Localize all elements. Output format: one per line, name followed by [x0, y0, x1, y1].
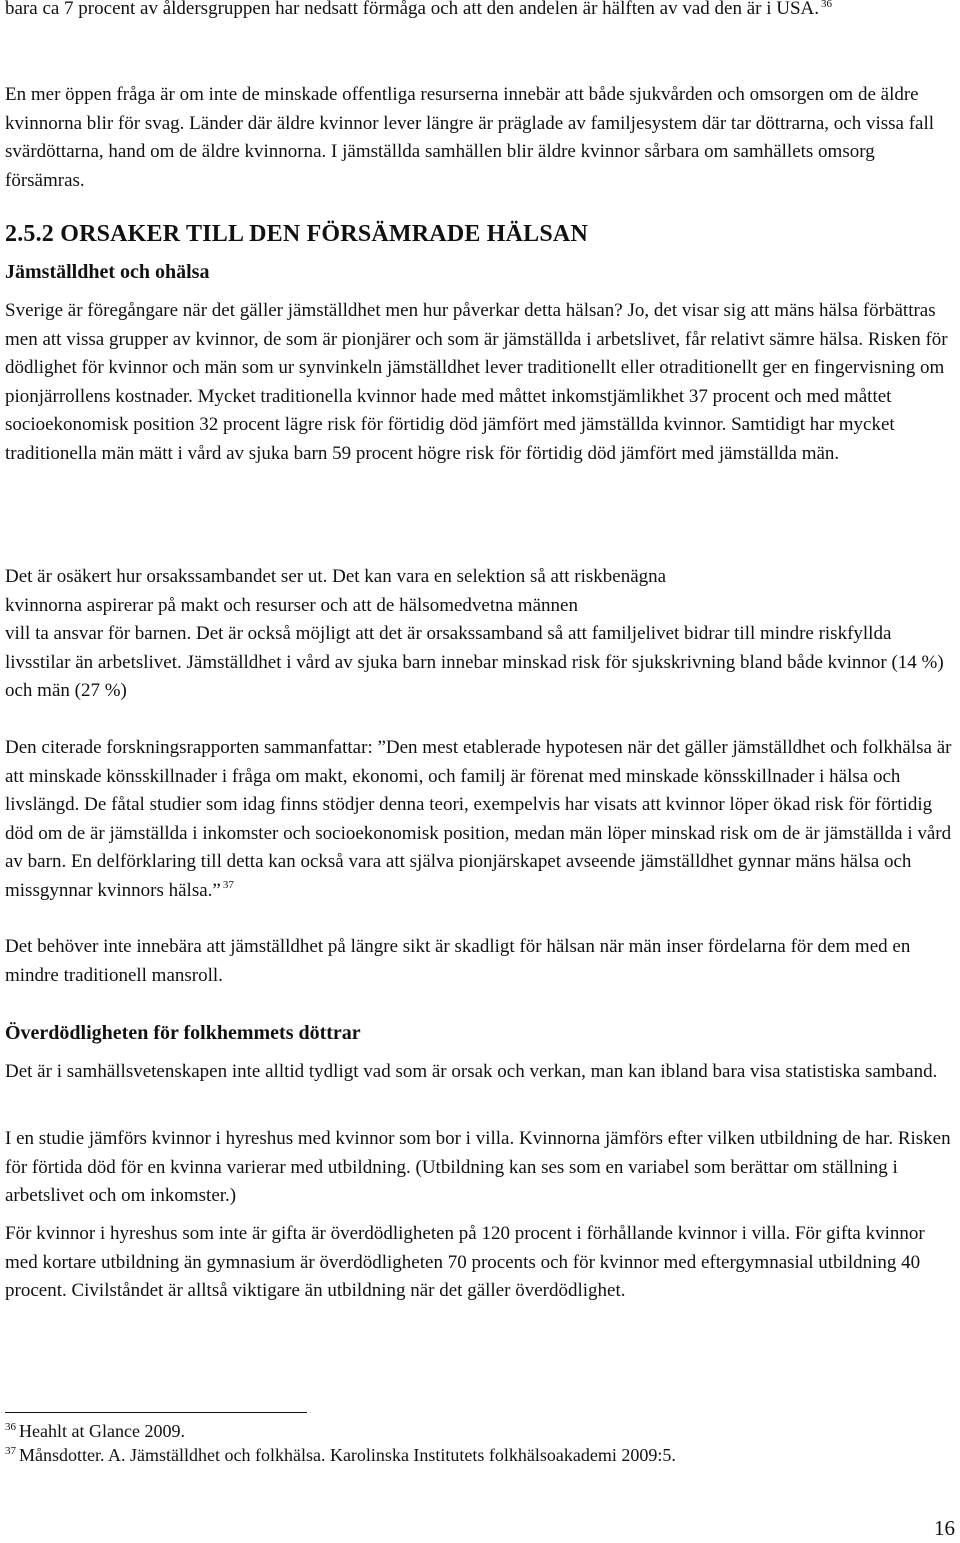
- footnote-text: Heahlt at Glance 2009.: [19, 1421, 185, 1441]
- paragraph-quoted-report: [5, 734, 955, 905]
- page-number: 16: [934, 1516, 955, 1540]
- paragraph-equality-health: Sverige är föregångare när det gäller jämställdhet men hur påverkar detta hälsan? Jo, det visar sig att mäns hälsa förbättras men att vissa grupper av kvinnor, de som är pionjärer och som är jämställda i arbetslivet, får relativt sämre hälsa. Risken för dödlighet för kvinnor och män som ur synvinkeln jämställdhet lever traditionellt eller otraditionellt ger en fingervisning om pionjärrollens kostnader. Mycket traditionella kvinnor hade med måttet inkomstjämlikhet 37 procent och med måttet socioekonomisk position 32 procent lägre risk för förtidig död jämfört med jämställda kvinnor. Samtidigt har mycket traditionella män mätt i vård av sjuka barn 59 procent högre risk för förtidig död jämfört med jämställda män.: [5, 300, 948, 464]
- footnote-ref-37: 37: [222, 879, 234, 892]
- footnote-ref-36: 36: [821, 0, 833, 10]
- paragraph-intro-text: bara ca 7 procent av åldersgruppen har nedsatt förmåga och att den andelen är hälften av vad den är i USA.: [5, 0, 820, 19]
- footnote-number: 37: [5, 1445, 16, 1457]
- footnotes: [5, 1419, 905, 1467]
- paragraph-study: I en studie jämförs kvinnor i hyreshus med kvinnor som bor i villa. Kvinnorna jämförs efter vilken utbildning de har. Risken för förtida död för en kvinna varierar med utbildning. (Utbildning kan ses som en variabel som berättar om ställning i arbetslivet och om inkomster.): [5, 1128, 951, 1206]
- paragraph-causality-line-1: Det är osäkert hur orsakssambandet ser ut. Det kan vara en selektion så att riskbenägna: [5, 566, 667, 587]
- footnote-number: 36: [5, 1421, 16, 1433]
- footnote-37: [5, 1443, 905, 1467]
- subsection-heading: Jämställdhet och ohälsa: [5, 261, 210, 283]
- footnote-text: Månsdotter. A. Jämställdhet och folkhälsa. Karolinska Institutets folkhälsoakademi 2009:5.: [19, 1445, 676, 1465]
- section2-heading: Överdödligheten för folkhemmets döttrar: [5, 1022, 361, 1044]
- paragraph-excess-mortality: För kvinnor i hyreshus som inte är gifta är överdödligheten på 120 procent i förhållande kvinnor i villa. För gifta kvinnor med kortare utbildning än gymnasium är överdödligheten 70 procents och för kvinnor med eftergymnasial utbildning 40 procent. Civilståndet är alltså viktigare än utbildning när det gäller överdödlighet.: [5, 1223, 925, 1301]
- paragraph-causality-line-2: kvinnorna aspirerar på makt och resurser och att de hälsomedvetna männen: [5, 594, 578, 616]
- footnote-36: [5, 1419, 905, 1443]
- paragraph-public-resources: En mer öppen fråga är om inte de minskade offentliga resurserna innebär att både sjukvården och omsorgen om de äldre kvinnorna blir för svag. Länder där äldre kvinnor lever längre är präglade av familjesystem där tar döttrarna, och vissa fall svärdöttarna, hand om de äldre kvinnorna. I jämställda samhällen blir äldre kvinnor sårbara om samhällets omsorg försämras.: [5, 84, 935, 191]
- paragraph-long-term: Det behöver inte innebära att jämställdhet på längre sikt är skadligt för hälsan när män inser fördelarna för dem med en mindre traditionell mansroll.: [5, 936, 911, 986]
- paragraph-causality-rest: vill ta ansvar för barnen. Det är också möjligt att det är orsakssamband så att familjelivet bidrar till mindre riskfyllda livsstilar än arbetslivet. Jämställdhet i vård av sjuka barn innebar minskad risk för sjukskrivning bland både kvinnor (14 %) och män (27 %): [5, 623, 944, 701]
- footnote-divider: [5, 1412, 307, 1413]
- section-heading: 2.5.2 ORSAKER TILL DEN FÖRSÄMRADE HÄLSAN: [5, 221, 588, 247]
- paragraph-quoted-report-text: Den citerade forskningsrapporten sammanfattar: ”Den mest etablerade hypotesen när det gäller jämställdhet och folkhälsa är att minskade könsskillnader i fråga om makt, ekonomi, och familj är förenat med minskade könsskillnader i hälsa och livslängd. De fåtal studier som idag finns stödjer denna teori, exempelvis har visats att kvinnor löper ökad risk för förtidig död om de är jämställda i inkomster och socioekonomisk position, medan män löper minskad risk om de är jämställda i vård av barn. En delförklaring till detta kan också vara att själva pionjärskapet avseende jämställdhet gynnar mäns hälsa och missgynnar kvinnors hälsa.”: [5, 737, 952, 901]
- paragraph-causality: [5, 563, 955, 706]
- paragraph-social-science: Det är i samhällsvetenskapen inte alltid tydligt vad som är orsak och verkan, man kan ibland bara visa statistiska samband.: [5, 1061, 938, 1082]
- paragraph-intro: [5, 0, 955, 24]
